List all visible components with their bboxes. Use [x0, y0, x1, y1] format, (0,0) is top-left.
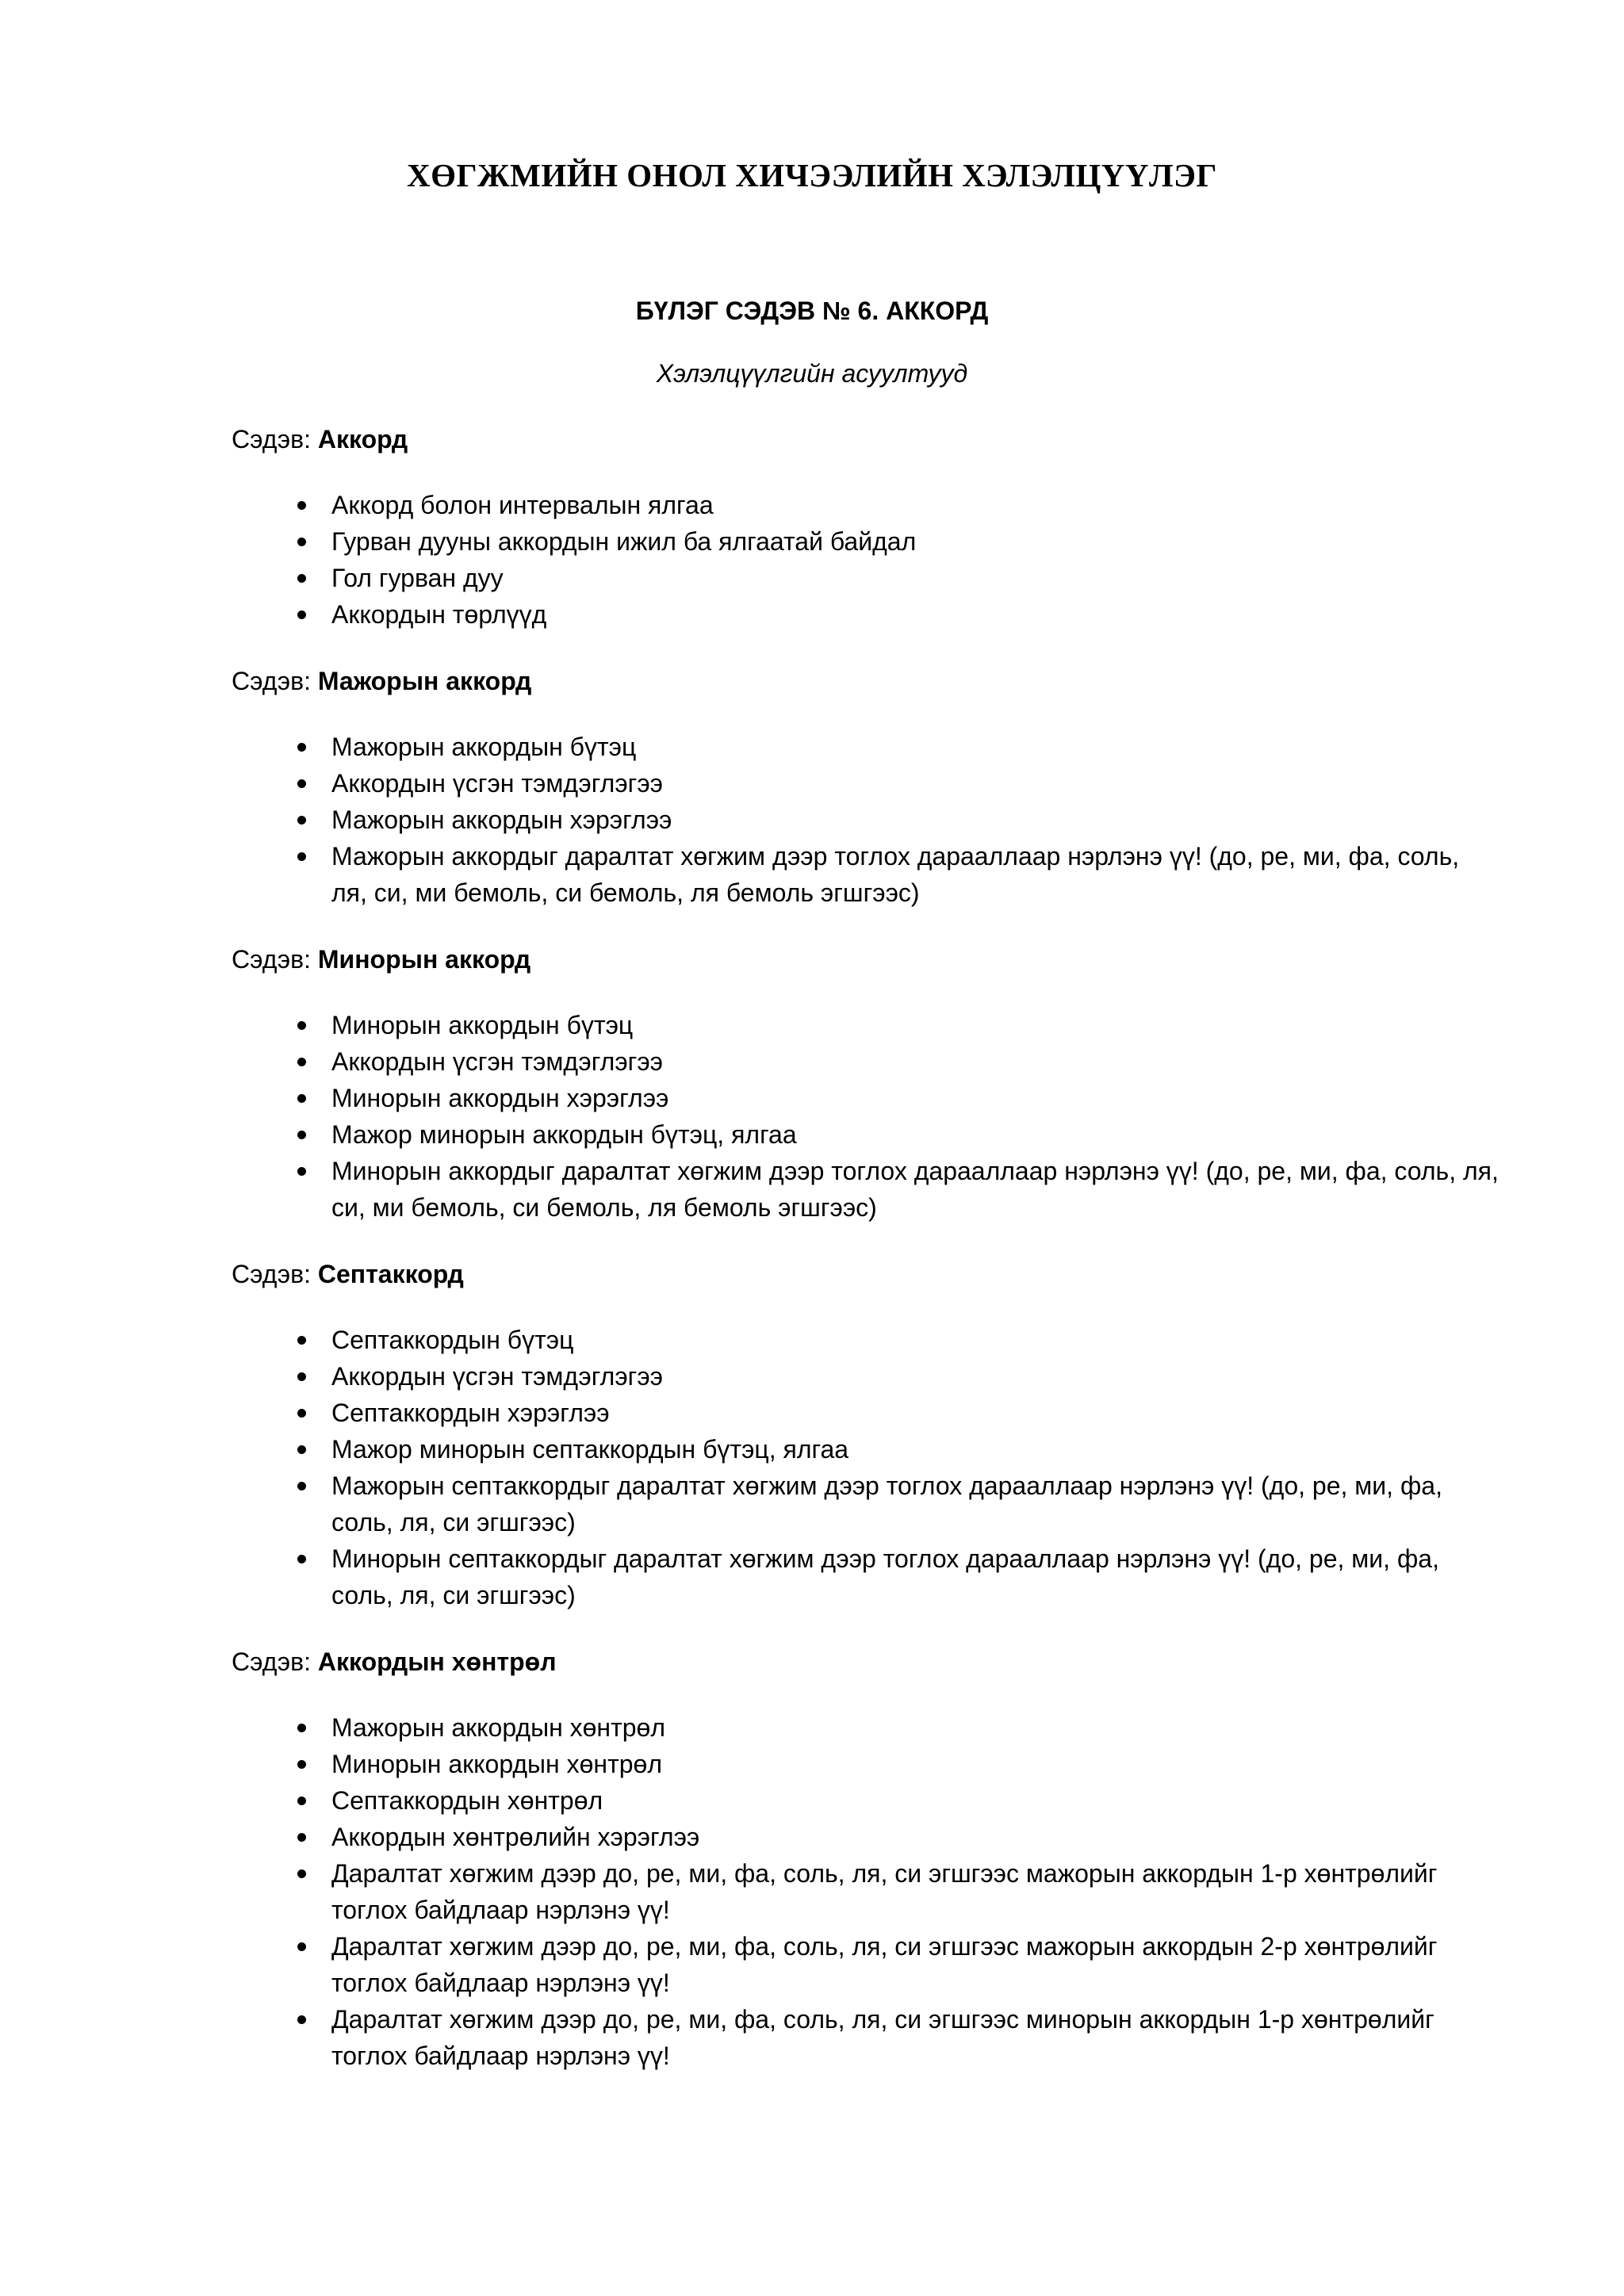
topics-content	[232, 420, 1500, 2103]
list-item-text: Аккордын төрлүүд	[331, 600, 547, 629]
topic-item-list	[232, 487, 1500, 633]
list-item	[232, 1322, 1500, 1358]
bullet-icon	[293, 1431, 309, 1468]
bullet-icon	[293, 1153, 309, 1189]
list-item-text: Мажорын аккордын бүтэц	[331, 733, 637, 761]
topic-heading	[232, 662, 1500, 700]
topic-name: Минорын аккорд	[317, 945, 531, 974]
list-item-text: Минорын аккордыг даралтат хөгжим дээр тоглох дарааллаар нэрлэнэ үү! (до, ре, ми, фа, соль, ля, си, ми бемоль, си бемоль, ля бемоль эгшгээс)	[331, 1157, 1499, 1222]
list-item-text: Мажорын аккордын хөнтрөл	[331, 1713, 666, 1742]
list-item	[232, 1746, 1500, 1782]
list-item	[232, 1855, 1500, 1928]
topic-heading	[232, 940, 1500, 978]
topic-prefix: Сэдэв:	[232, 425, 318, 453]
topic-item-list	[232, 1709, 1500, 2074]
topic-item-list	[232, 729, 1500, 911]
bullet-icon	[293, 1709, 309, 1746]
list-item-text: Аккордын үсгэн тэмдэглэгээ	[331, 1047, 663, 1076]
bullet-icon	[293, 1322, 309, 1358]
bullet-icon	[293, 560, 309, 596]
topic-name: Аккордын хөнтрөл	[317, 1647, 557, 1676]
list-item-text: Аккордын үсгэн тэмдэглэгээ	[331, 769, 663, 798]
list-item	[232, 729, 1500, 765]
bullet-icon	[293, 1395, 309, 1431]
topic-prefix: Сэдэв:	[232, 1260, 318, 1288]
list-item	[232, 1116, 1500, 1153]
list-item-text: Мажорын аккордын хэрэглээ	[331, 806, 672, 834]
list-item-text: Аккордын үсгэн тэмдэглэгээ	[331, 1362, 663, 1391]
subtitle: Хэлэлцүүлгийн асуултууд	[656, 359, 968, 388]
list-item-text: Минорын аккордын бүтэц	[331, 1011, 634, 1039]
list-item	[232, 1468, 1500, 1540]
list-item-text: Гол гурван дуу	[331, 564, 504, 592]
bullet-icon	[293, 838, 309, 874]
bullet-icon	[293, 487, 309, 523]
list-item	[232, 1043, 1500, 1080]
list-item	[232, 1431, 1500, 1468]
list-item-text: Аккордын хөнтрөлийн хэрэглээ	[331, 1823, 700, 1851]
bullet-icon	[293, 1043, 309, 1080]
list-item	[232, 1928, 1500, 2001]
list-item	[232, 1007, 1500, 1043]
topic-item-list	[232, 1007, 1500, 1226]
list-item-text: Минорын аккордын хөнтрөл	[331, 1750, 662, 1778]
list-item-text: Аккорд болон интервалын ялгаа	[331, 491, 714, 519]
list-item-text: Даралтат хөгжим дээр до, ре, ми, фа, соль, ля, си эгшгээс мажорын аккордын 2-р хөнтрөлийг тоглох байдлаар нэрлэнэ үү!	[331, 1932, 1438, 1997]
list-item	[232, 765, 1500, 802]
bullet-icon	[293, 802, 309, 838]
list-item-text: Гурван дууны аккордын ижил ба ялгаатай байдал	[331, 527, 917, 556]
list-item	[232, 802, 1500, 838]
bullet-icon	[293, 1468, 309, 1504]
list-item	[232, 838, 1500, 911]
list-item	[232, 487, 1500, 523]
topic-heading	[232, 1643, 1500, 1681]
topic-name: Септаккорд	[317, 1260, 464, 1288]
bullet-icon	[293, 1007, 309, 1043]
bullet-icon	[293, 596, 309, 633]
topic-prefix: Сэдэв:	[232, 667, 318, 695]
list-item-text: Мажорын септаккордыг даралтат хөгжим дээр тоглох дарааллаар нэрлэнэ үү! (до, ре, ми, фа, соль, ля, си эгшгээс)	[331, 1471, 1442, 1536]
list-item	[232, 1540, 1500, 1613]
list-item	[232, 1153, 1500, 1226]
topic-prefix: Сэдэв:	[232, 945, 318, 974]
list-item-text: Мажор минорын аккордын бүтэц, ялгаа	[331, 1120, 797, 1149]
list-item	[232, 1819, 1500, 1855]
bullet-icon	[293, 1358, 309, 1395]
list-item	[232, 523, 1500, 560]
list-item-text: Минорын септаккордыг даралтат хөгжим дээр тоглох дарааллаар нэрлэнэ үү! (до, ре, ми, фа, соль, ля, си эгшгээс)	[331, 1544, 1439, 1609]
list-item	[232, 1395, 1500, 1431]
bullet-icon	[293, 1782, 309, 1819]
list-item	[232, 1358, 1500, 1395]
bullet-icon	[293, 523, 309, 560]
bullet-icon	[293, 1928, 309, 1965]
list-item	[232, 1709, 1500, 1746]
topic-name: Аккорд	[317, 425, 408, 453]
chapter-title: БҮЛЭГ СЭДЭВ № 6. АККОРД	[635, 297, 989, 325]
list-item	[232, 1782, 1500, 1819]
list-item	[232, 1080, 1500, 1116]
list-item-text: Мажор минорын септаккордын бүтэц, ялгаа	[331, 1435, 849, 1464]
list-item-text: Минорын аккордын хэрэглээ	[331, 1084, 669, 1112]
bullet-icon	[293, 1116, 309, 1153]
bullet-icon	[293, 1819, 309, 1855]
list-item	[232, 596, 1500, 633]
bullet-icon	[293, 1540, 309, 1577]
list-item-text: Септаккордын бүтэц	[331, 1326, 574, 1354]
list-item-text: Даралтат хөгжим дээр до, ре, ми, фа, соль, ля, си эгшгээс мажорын аккордын 1-р хөнтрөлийг тоглох байдлаар нэрлэнэ үү!	[331, 1859, 1438, 1924]
bullet-icon	[293, 765, 309, 802]
bullet-icon	[293, 2001, 309, 2038]
list-item-text: Септаккордын хэрэглээ	[331, 1399, 610, 1427]
topic-heading	[232, 1255, 1500, 1293]
topic-name: Мажорын аккорд	[317, 667, 532, 695]
list-item	[232, 2001, 1500, 2074]
bullet-icon	[293, 1080, 309, 1116]
bullet-icon	[293, 1746, 309, 1782]
topic-heading	[232, 420, 1500, 458]
list-item-text: Мажорын аккордыг даралтат хөгжим дээр тоглох дарааллаар нэрлэнэ үү! (до, ре, ми, фа, соль, ля, си, ми бемоль, си бемоль, ля бемоль эгшгээс)	[331, 842, 1460, 907]
list-item-text: Септаккордын хөнтрөл	[331, 1786, 603, 1815]
list-item	[232, 560, 1500, 596]
bullet-icon	[293, 1855, 309, 1892]
topic-item-list	[232, 1322, 1500, 1613]
topic-prefix: Сэдэв:	[232, 1647, 318, 1676]
list-item-text: Даралтат хөгжим дээр до, ре, ми, фа, соль, ля, си эгшгээс минорын аккордын 1-р хөнтрөлийг тоглох байдлаар нэрлэнэ үү!	[331, 2005, 1434, 2070]
bullet-icon	[293, 729, 309, 765]
document-title: ХӨГЖМИЙН ОНОЛ ХИЧЭЭЛИЙН ХЭЛЭЛЦҮҮЛЭГ	[407, 157, 1217, 193]
